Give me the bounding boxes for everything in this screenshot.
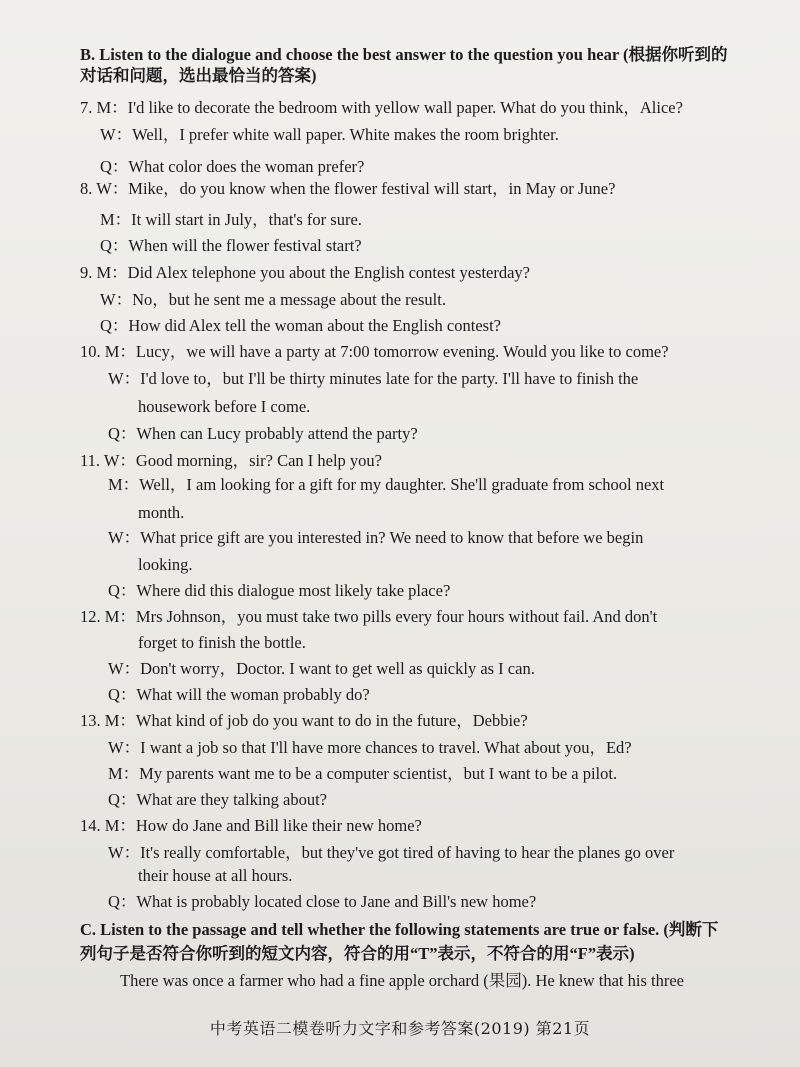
question-line: Q：What will the woman probably do? (108, 685, 370, 704)
dialogue-line: 8. W：Mike，do you know when the flower festival will start，in May or June? (80, 179, 616, 198)
question-line: Q：What color does the woman prefer? (100, 157, 365, 176)
section-b-heading: B. Listen to the dialogue and choose the best answer to the question you hear (根据你听到的对话和问题，选出最恰当的答案) (80, 45, 728, 85)
dialogue-line: M：It will start in July，that's for sure. (100, 210, 362, 229)
dialogue-line: W：I want a job so that I'll have more chances to travel. What about you，Ed? (108, 738, 632, 757)
question-line: Q：Where did this dialogue most likely take place? (108, 581, 451, 600)
dialogue-line: W：Well，I prefer white wall paper. White makes the room brighter. (100, 125, 559, 144)
passage-text: There was once a farmer who had a fine apple orchard (果园). He knew that his three (120, 971, 684, 990)
dialogue-line: 12. M：Mrs Johnson，you must take two pills every four hours without fail. And don't (80, 607, 658, 626)
question-line: Q：When can Lucy probably attend the party? (108, 424, 418, 443)
question-line: Q：What is probably located close to Jane and Bill's new home? (108, 892, 537, 911)
section-c-heading: C. Listen to the passage and tell whether the following statements are true or false. (判断下列句子是否符合你听到的短文内容，符合的用“T”表示，不符合的用“F”表示) (80, 920, 719, 963)
dialogue-line: M：My parents want me to be a computer scientist，but I want to be a pilot. (108, 764, 618, 783)
dialogue-line-continued: their house at all hours. (138, 866, 293, 885)
dialogue-line: W：I'd love to，but I'll be thirty minutes late for the party. I'll have to finish the (108, 369, 639, 388)
question-line: Q：How did Alex tell the woman about the English contest? (100, 316, 501, 335)
dialogue-line: 10. M：Lucy，we will have a party at 7:00 tomorrow evening. Would you like to come? (80, 342, 669, 361)
dialogue-line: 9. M：Did Alex telephone you about the English contest yesterday? (80, 263, 530, 282)
dialogue-line: M：Well，I am looking for a gift for my daughter. She'll graduate from school next (108, 475, 665, 494)
dialogue-line: 7. M：I'd like to decorate the bedroom with yellow wall paper. What do you think，Alice? (80, 98, 683, 117)
dialogue-line-continued: forget to finish the bottle. (138, 633, 306, 652)
page-footer: 中考英语二模卷听力文字和参考答案(2019) 第21页 (209, 1019, 591, 1038)
dialogue-line: W：It's really comfortable，but they've got tired of having to hear the planes go over (108, 843, 675, 862)
dialogue-line: 14. M：How do Jane and Bill like their new home? (80, 816, 422, 835)
dialogue-line: W：What price gift are you interested in? We need to know that before we begin (108, 528, 644, 547)
dialogue-line: W：No，but he sent me a message about the result. (100, 290, 446, 309)
dialogue-line-continued: month. (138, 503, 185, 522)
dialogue-line-continued: housework before I come. (138, 397, 311, 416)
dialogue-line-continued: looking. (138, 555, 193, 574)
dialogue-line: W：Don't worry，Doctor. I want to get well as quickly as I can. (108, 659, 535, 678)
question-line: Q：What are they talking about? (108, 790, 328, 809)
dialogue-line: 11. W：Good morning，sir? Can I help you? (80, 451, 382, 470)
dialogue-line: 13. M：What kind of job do you want to do in the future，Debbie? (80, 711, 528, 730)
question-line: Q：When will the flower festival start? (100, 236, 362, 255)
